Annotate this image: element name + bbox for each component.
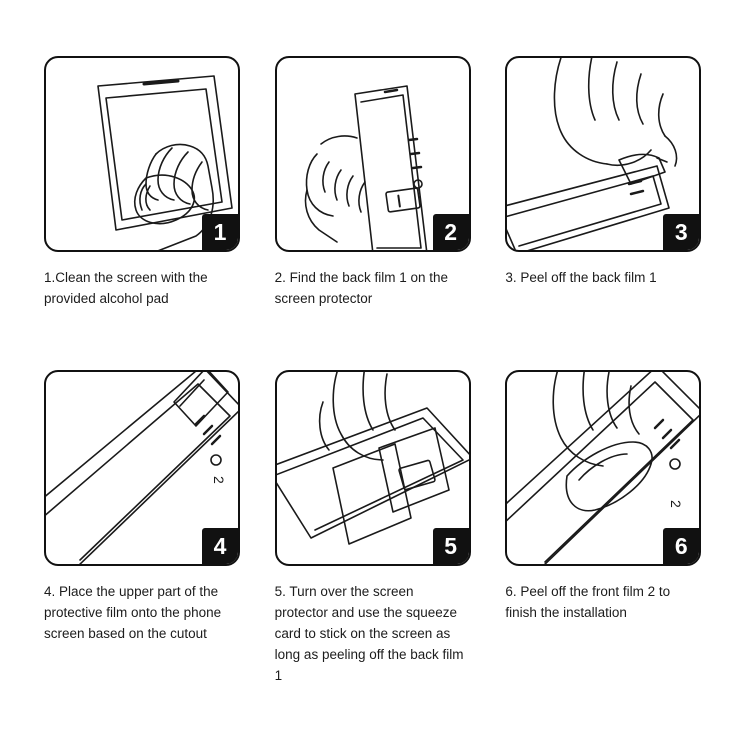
step-caption-4: 4. Place the upper part of the protective film onto the phone screen based on the cutout xyxy=(44,584,222,641)
step-caption-5: 5. Turn over the screen protector and use the squeeze card to stick on the screen as long as peeling off the back film 1 xyxy=(274,584,464,683)
step-illustration-5 xyxy=(275,370,471,566)
step-caption-6: 6. Peel off the front film 2 to finish the installation xyxy=(505,584,671,620)
squeeze-card xyxy=(379,428,449,512)
hand xyxy=(305,136,365,242)
step-cell-1 xyxy=(44,56,245,360)
screen-protector xyxy=(355,86,427,252)
step-number-badge-6: 6 xyxy=(663,528,699,564)
step-illustration-3 xyxy=(505,56,701,252)
phone-outline xyxy=(98,76,232,230)
step-number-badge-5: 5 xyxy=(433,528,469,564)
svg-text:2: 2 xyxy=(211,476,227,484)
front-film-tab-2 xyxy=(668,500,684,508)
step-caption-2: 2. Find the back film 1 on the screen protector xyxy=(274,270,449,306)
hand xyxy=(554,372,640,466)
step-number-badge-1: 1 xyxy=(202,214,238,250)
step-illustration-4 xyxy=(44,370,240,566)
step-number-badge-2: 2 xyxy=(433,214,469,250)
front-film-tab-2 xyxy=(211,476,227,484)
hand xyxy=(555,58,677,166)
step-caption-3: 3. Peel off the back film 1 xyxy=(505,270,657,285)
step-illustration-6 xyxy=(505,370,701,566)
step-cell-5 xyxy=(275,360,476,687)
step-number-badge-4: 4 xyxy=(202,528,238,564)
step-cell-3 xyxy=(505,56,706,360)
steps-grid xyxy=(44,56,706,687)
step-number-badge-3: 3 xyxy=(663,214,699,250)
step-cell-4 xyxy=(44,360,245,687)
step-caption-1: 1.Clean the screen with the provided alcohol pad xyxy=(44,270,208,306)
step-cell-2 xyxy=(275,56,476,360)
step-illustration-1 xyxy=(44,56,240,252)
step-illustration-2 xyxy=(275,56,471,252)
phone-outline xyxy=(277,408,471,538)
step-cell-6 xyxy=(505,360,706,687)
svg-text:2: 2 xyxy=(668,500,685,508)
